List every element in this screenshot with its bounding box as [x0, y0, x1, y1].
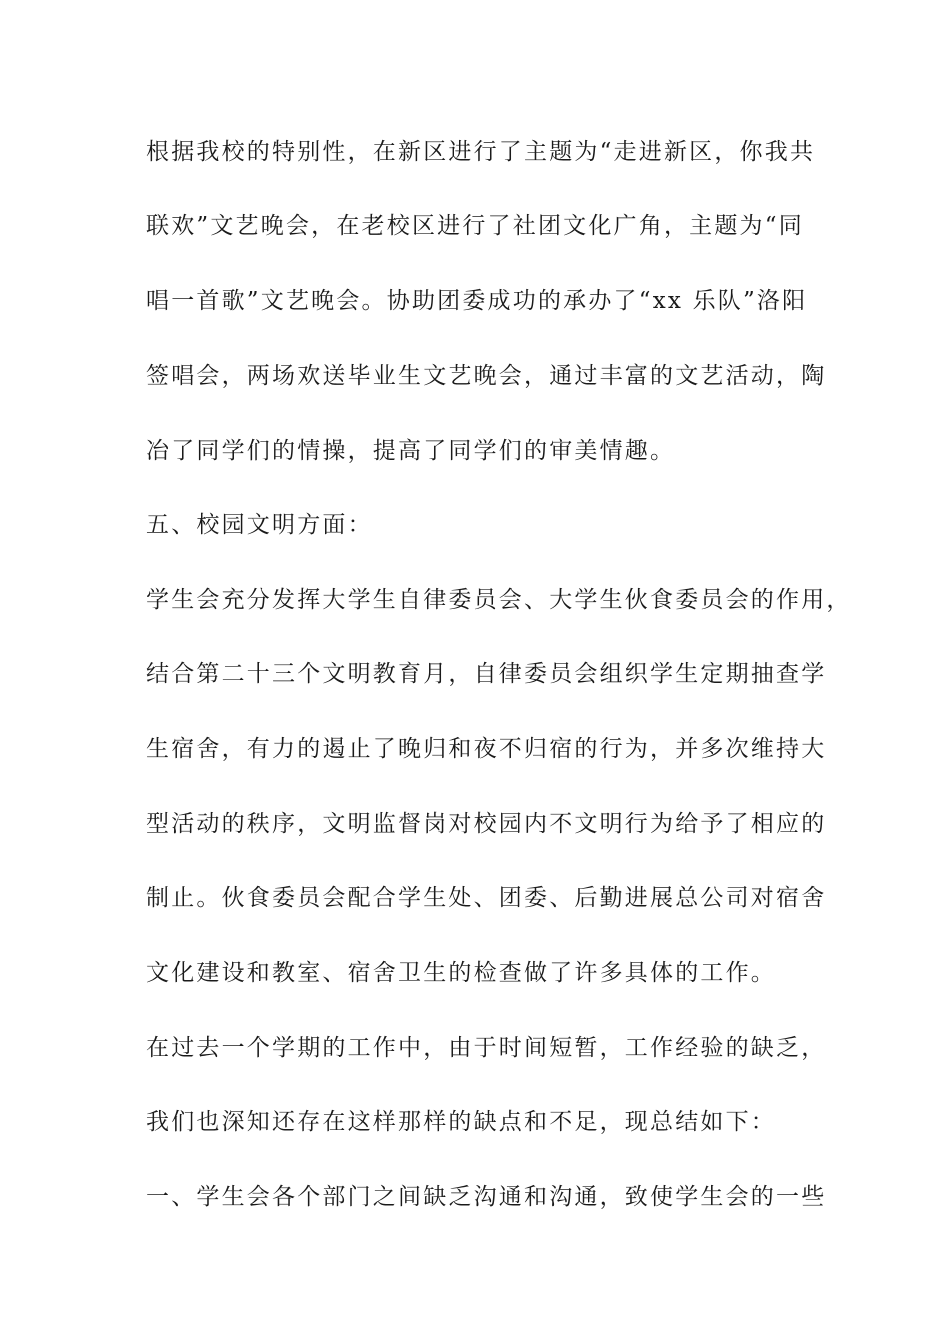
text-line: 结合第二十三个文明教育月，自律委员会组织学生定期抽查学 [146, 661, 827, 687]
section-heading: 五、校园文明方面： [146, 512, 373, 538]
text-line: 签唱会，两场欢送毕业生文艺晚会，通过丰富的文艺活动，陶 [146, 363, 827, 389]
text-line: 制止。伙食委员会配合学生处、团委、后勤进展总公司对宿舍 [146, 885, 827, 911]
text-line: 我们也深知还存在这样那样的缺点和不足，现总结如下： [146, 1109, 776, 1135]
text-line: 一、学生会各个部门之间缺乏沟通和沟通，致使学生会的一些 [146, 1184, 827, 1210]
text-line: 生宿舍，有力的遏止了晚归和夜不归宿的行为，并多次维持大 [146, 736, 827, 762]
text-line: 在过去一个学期的工作中，由于时间短暂，工作经验的缺乏， [146, 1035, 827, 1061]
text-line: 型活动的秩序，文明监督岗对校园内不文明行为给予了相应的 [146, 811, 827, 837]
text-line: 文化建设和教室、宿舍卫生的检查做了许多具体的工作。 [146, 960, 776, 986]
text-line: 冶了同学们的情操，提高了同学们的审美情趣。 [146, 438, 676, 464]
text-line: 唱一首歌”文艺晚会。协助团委成功的承办了“xx 乐队”洛阳 [146, 288, 808, 314]
text-line: 根据我校的特别性，在新区进行了主题为“走进新区，你我共 [146, 139, 816, 165]
text-line: 联欢”文艺晚会，在老校区进行了社团文化广角，主题为“同 [146, 213, 804, 239]
text-line: 学生会充分发挥大学生自律委员会、大学生伙食委员会的作用， [146, 587, 852, 613]
